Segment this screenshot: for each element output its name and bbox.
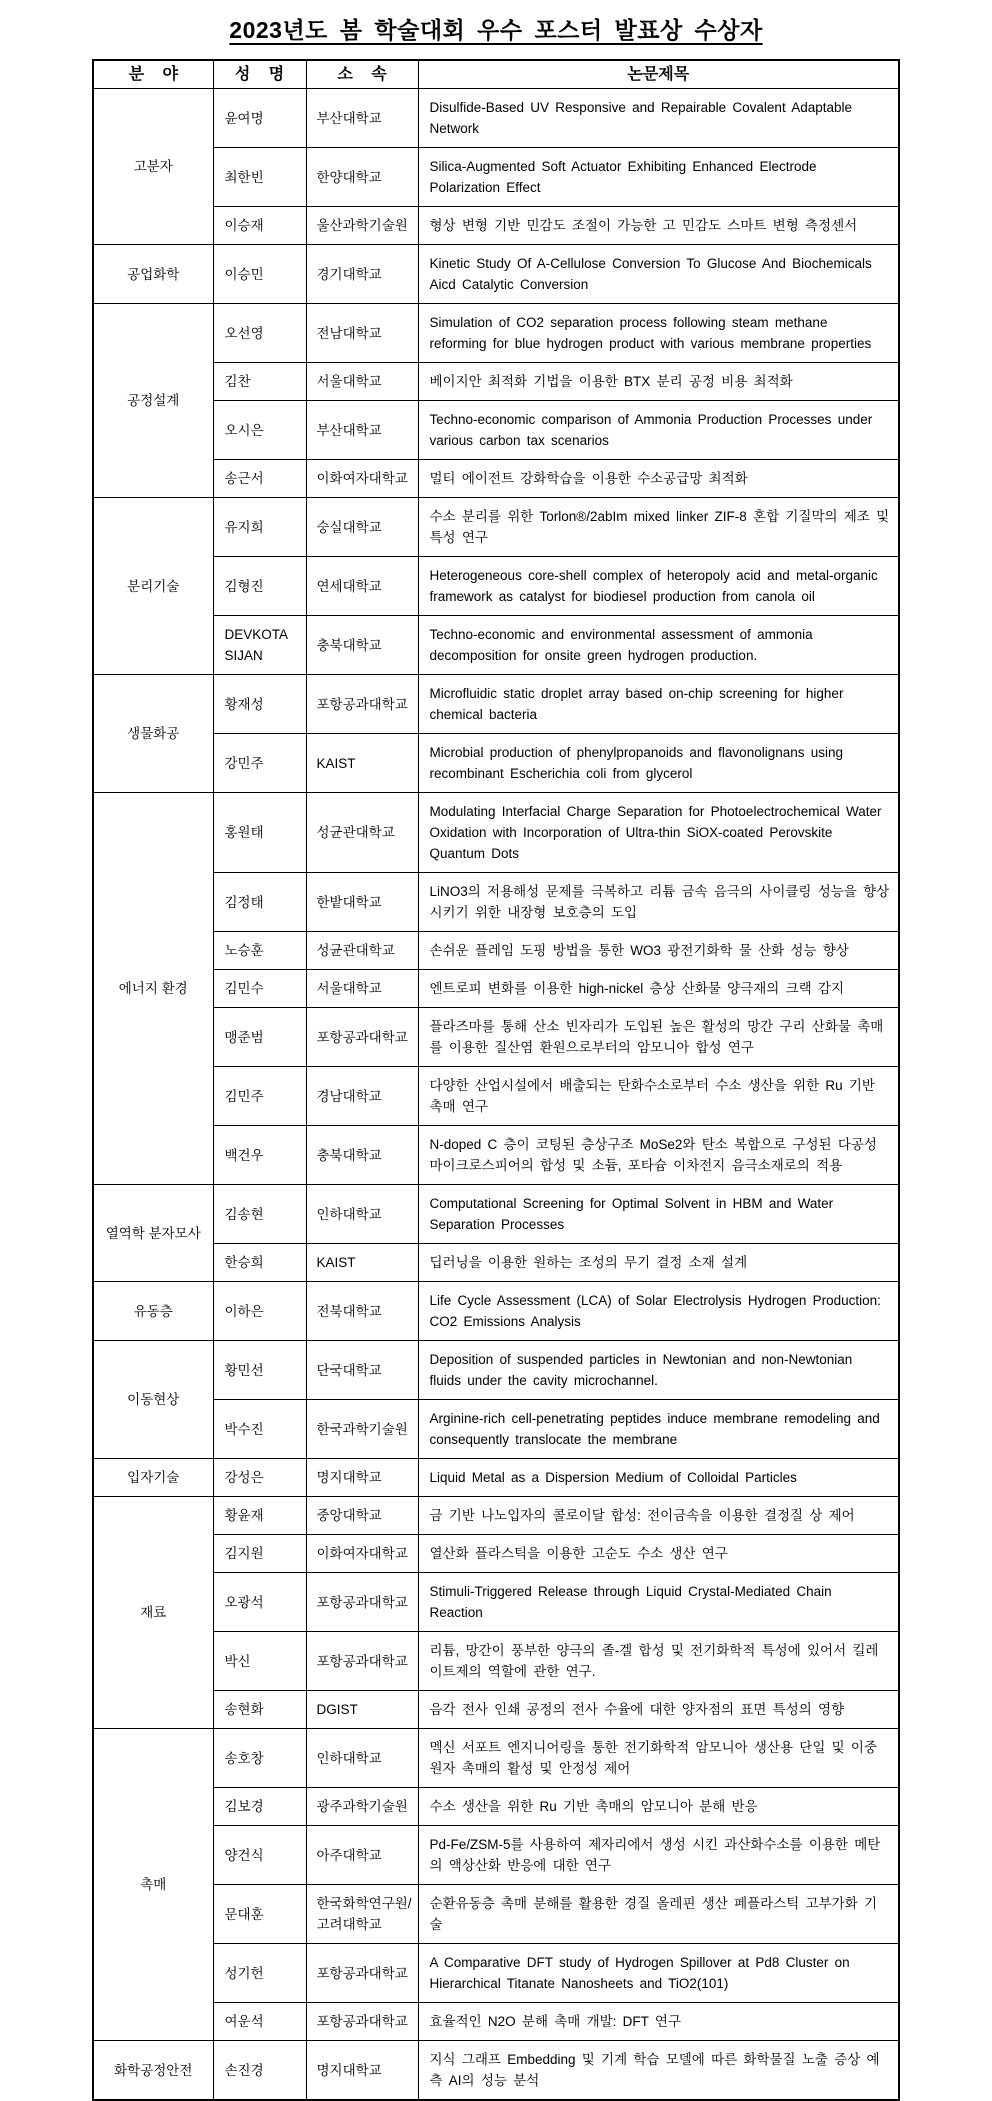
paper-title-cell: Modulating Interfacial Charge Separation for Photoelectrochemical Water Oxidation with Incorporation of Ultra-thin SiOX-coated Perovskite Quantum Dots: [418, 793, 899, 873]
name-cell: 김찬: [213, 363, 306, 401]
name-cell: 황재성: [213, 675, 306, 734]
paper-title-cell: Stimuli-Triggered Release through Liquid Crystal-Mediated Chain Reaction: [418, 1573, 899, 1632]
paper-title-cell: 플라즈마를 통해 산소 빈자리가 도입된 높은 활성의 망간 구리 산화물 촉매를 이용한 질산염 환원으로부터의 암모니아 합성 연구: [418, 1008, 899, 1067]
paper-title-cell: 효율적인 N2O 분해 촉매 개발: DFT 연구: [418, 2003, 899, 2041]
table-row: [93, 363, 899, 401]
paper-title-cell: Arginine-rich cell-penetrating peptides induce membrane remodeling and consequently translocate the membrane: [418, 1400, 899, 1459]
table-header-row: [93, 60, 899, 89]
affiliation-cell: 부산대학교: [306, 401, 418, 460]
table-row: [93, 1067, 899, 1126]
affiliation-cell: 아주대학교: [306, 1826, 418, 1885]
name-cell: 송근서: [213, 460, 306, 498]
field-cell: 촉매: [93, 1729, 213, 2041]
affiliation-cell: 포항공과대학교: [306, 1573, 418, 1632]
table-row: [93, 1244, 899, 1282]
table-row: [93, 932, 899, 970]
column-header-field: 분 야: [93, 60, 213, 89]
name-cell: 이승민: [213, 245, 306, 304]
name-cell: 양건식: [213, 1826, 306, 1885]
table-row: [93, 616, 899, 675]
name-cell: 이승재: [213, 207, 306, 245]
paper-title-cell: LiNO3의 저용해성 문제를 극복하고 리튬 금속 음극의 사이클링 성능을 향상시키기 위한 내장형 보호층의 도입: [418, 873, 899, 932]
paper-title-cell: Computational Screening for Optimal Solvent in HBM and Water Separation Processes: [418, 1185, 899, 1244]
paper-title-cell: 순환유동층 촉매 분해를 활용한 경질 올레핀 생산 페플라스틱 고부가화 기술: [418, 1885, 899, 1944]
table-row: [93, 1691, 899, 1729]
table-row: [93, 89, 899, 148]
affiliation-cell: 명지대학교: [306, 2041, 418, 2101]
name-cell: 박수진: [213, 1400, 306, 1459]
paper-title-cell: 수소 분리를 위한 Torlon®/2abIm mixed linker ZIF-8 혼합 기질막의 제조 및 특성 연구: [418, 498, 899, 557]
table-row: [93, 970, 899, 1008]
affiliation-cell: 단국대학교: [306, 1341, 418, 1400]
paper-title-cell: 베이지안 최적화 기법을 이용한 BTX 분리 공정 비용 최적화: [418, 363, 899, 401]
name-cell: 유지희: [213, 498, 306, 557]
field-cell: 열역학 분자모사: [93, 1185, 213, 1282]
affiliation-cell: 포항공과대학교: [306, 675, 418, 734]
affiliation-cell: 성균관대학교: [306, 932, 418, 970]
name-cell: 김지원: [213, 1535, 306, 1573]
affiliation-cell: 명지대학교: [306, 1459, 418, 1497]
field-cell: 분리기술: [93, 498, 213, 675]
paper-title-cell: Heterogeneous core-shell complex of heteropoly acid and metal-organic framework as catalyst for biodiesel production from canola oil: [418, 557, 899, 616]
affiliation-cell: 한국화학연구원/고려대학교: [306, 1885, 418, 1944]
affiliation-cell: 숭실대학교: [306, 498, 418, 557]
name-cell: 강민주: [213, 734, 306, 793]
name-cell: 노승훈: [213, 932, 306, 970]
affiliation-cell: KAIST: [306, 1244, 418, 1282]
name-cell: 오선영: [213, 304, 306, 363]
paper-title-cell: Simulation of CO2 separation process following steam methane reforming for blue hydrogen product with various membrane properties: [418, 304, 899, 363]
paper-title-cell: 열산화 플라스틱을 이용한 고순도 수소 생산 연구: [418, 1535, 899, 1573]
affiliation-cell: 경남대학교: [306, 1067, 418, 1126]
affiliation-cell: 중앙대학교: [306, 1497, 418, 1535]
affiliation-cell: 연세대학교: [306, 557, 418, 616]
affiliation-cell: 이화여자대학교: [306, 1535, 418, 1573]
column-header-paper-title: 논문제목: [418, 60, 899, 89]
name-cell: 김보경: [213, 1788, 306, 1826]
paper-title-cell: 지식 그래프 Embedding 및 기계 학습 모델에 따른 화학물질 노출 증상 예측 AI의 성능 분석: [418, 2041, 899, 2101]
affiliation-cell: 한밭대학교: [306, 873, 418, 932]
affiliation-cell: 포항공과대학교: [306, 1632, 418, 1691]
paper-title-cell: 음각 전사 인쇄 공정의 전사 수율에 대한 양자점의 표면 특성의 영향: [418, 1691, 899, 1729]
paper-title-cell: Liquid Metal as a Dispersion Medium of Colloidal Particles: [418, 1459, 899, 1497]
table-row: [93, 1535, 899, 1573]
table-row: [93, 1126, 899, 1185]
name-cell: 김송현: [213, 1185, 306, 1244]
table-row: [93, 207, 899, 245]
name-cell: 손진경: [213, 2041, 306, 2101]
paper-title-cell: 엔트로피 변화를 이용한 high-nickel 층상 산화물 양극재의 크랙 감지: [418, 970, 899, 1008]
field-cell: 입자기술: [93, 1459, 213, 1497]
affiliation-cell: DGIST: [306, 1691, 418, 1729]
paper-title-cell: Silica-Augmented Soft Actuator Exhibiting Enhanced Electrode Polarization Effect: [418, 148, 899, 207]
affiliation-cell: 부산대학교: [306, 89, 418, 148]
table-row: [93, 793, 899, 873]
paper-title-cell: Kinetic Study Of A-Cellulose Conversion To Glucose And Biochemicals Aicd Catalytic Conversion: [418, 245, 899, 304]
page-title: 2023년도 봄 학술대회 우수 포스터 발표상 수상자: [229, 17, 763, 43]
paper-title-cell: 멕신 서포트 엔지니어링을 통한 전기화학적 암모니아 생산용 단일 및 이중 원자 촉매의 활성 및 안정성 제어: [418, 1729, 899, 1788]
name-cell: 성기헌: [213, 1944, 306, 2003]
affiliation-cell: 충북대학교: [306, 616, 418, 675]
table-row: [93, 1497, 899, 1535]
field-cell: 공정설계: [93, 304, 213, 498]
table-row: [93, 557, 899, 616]
table-row: [93, 148, 899, 207]
paper-title-cell: Deposition of suspended particles in Newtonian and non-Newtonian fluids under the cavity microchannel.: [418, 1341, 899, 1400]
name-cell: 한승희: [213, 1244, 306, 1282]
affiliation-cell: 한양대학교: [306, 148, 418, 207]
table-row: [93, 1632, 899, 1691]
table-row: [93, 1008, 899, 1067]
table-row: [93, 401, 899, 460]
paper-title-cell: 수소 생산을 위한 Ru 기반 촉매의 암모니아 분해 반응: [418, 1788, 899, 1826]
field-cell: 공업화학: [93, 245, 213, 304]
name-cell: 김민주: [213, 1067, 306, 1126]
paper-title-cell: Microbial production of phenylpropanoids and flavonolignans using recombinant Escherichia coli from glycerol: [418, 734, 899, 793]
affiliation-cell: 전남대학교: [306, 304, 418, 363]
table-row: [93, 1400, 899, 1459]
affiliation-cell: 경기대학교: [306, 245, 418, 304]
name-cell: 맹준범: [213, 1008, 306, 1067]
table-row: [93, 1573, 899, 1632]
field-cell: 고분자: [93, 89, 213, 245]
table-row: [93, 2041, 899, 2101]
name-cell: 윤여명: [213, 89, 306, 148]
name-cell: 최한빈: [213, 148, 306, 207]
affiliation-cell: 울산과학기술원: [306, 207, 418, 245]
affiliation-cell: 서울대학교: [306, 363, 418, 401]
name-cell: 문대훈: [213, 1885, 306, 1944]
name-cell: 강성은: [213, 1459, 306, 1497]
table-row: [93, 304, 899, 363]
name-cell: 김정태: [213, 873, 306, 932]
awards-table: [92, 59, 900, 2101]
paper-title-cell: 리튬, 망간이 풍부한 양극의 졸-겔 합성 및 전기화학적 특성에 있어서 킬레이트제의 역할에 관한 연구.: [418, 1632, 899, 1691]
table-row: [93, 245, 899, 304]
field-cell: 생물화공: [93, 675, 213, 793]
name-cell: 오시은: [213, 401, 306, 460]
name-cell: 오광석: [213, 1573, 306, 1632]
field-cell: 화학공정안전: [93, 2041, 213, 2101]
affiliation-cell: 포항공과대학교: [306, 1944, 418, 2003]
table-row: [93, 1788, 899, 1826]
affiliation-cell: 한국과학기술원: [306, 1400, 418, 1459]
name-cell: 이하은: [213, 1282, 306, 1341]
field-cell: 이동현상: [93, 1341, 213, 1459]
column-header-affiliation: 소 속: [306, 60, 418, 89]
affiliation-cell: 서울대학교: [306, 970, 418, 1008]
paper-title-cell: Pd-Fe/ZSM-5를 사용하여 제자리에서 생성 시킨 과산화수소를 이용한 메탄의 액상산화 반응에 대한 연구: [418, 1826, 899, 1885]
affiliation-cell: 광주과학기술원: [306, 1788, 418, 1826]
table-row: [93, 734, 899, 793]
name-cell: DEVKOTA SIJAN: [213, 616, 306, 675]
awards-table-body: [93, 89, 899, 2101]
affiliation-cell: KAIST: [306, 734, 418, 793]
name-cell: 박신: [213, 1632, 306, 1691]
affiliation-cell: 인하대학교: [306, 1185, 418, 1244]
paper-title-cell: Life Cycle Assessment (LCA) of Solar Electrolysis Hydrogen Production: CO2 Emissions Analysis: [418, 1282, 899, 1341]
field-cell: 재료: [93, 1497, 213, 1729]
paper-title-cell: Disulfide-Based UV Responsive and Repairable Covalent Adaptable Network: [418, 89, 899, 148]
paper-title-cell: 멀티 에이전트 강화학습을 이용한 수소공급망 최적화: [418, 460, 899, 498]
table-row: [93, 460, 899, 498]
paper-title-cell: 금 기반 나노입자의 콜로이달 합성: 전이금속을 이용한 결정질 상 제어: [418, 1497, 899, 1535]
affiliation-cell: 충북대학교: [306, 1126, 418, 1185]
affiliation-cell: 전북대학교: [306, 1282, 418, 1341]
paper-title-cell: 형상 변형 기반 민감도 조절이 가능한 고 민감도 스마트 변형 측정센서: [418, 207, 899, 245]
table-row: [93, 675, 899, 734]
table-row: [93, 498, 899, 557]
paper-title-cell: 다양한 산업시설에서 배출되는 탄화수소로부터 수소 생산을 위한 Ru 기반 촉매 연구: [418, 1067, 899, 1126]
table-row: [93, 2003, 899, 2041]
field-cell: 에너지 환경: [93, 793, 213, 1185]
affiliation-cell: 포항공과대학교: [306, 1008, 418, 1067]
table-row: [93, 873, 899, 932]
field-cell: 유동층: [93, 1282, 213, 1341]
affiliation-cell: 인하대학교: [306, 1729, 418, 1788]
paper-title-cell: A Comparative DFT study of Hydrogen Spillover at Pd8 Cluster on Hierarchical Titanate Nanosheets and TiO2(101): [418, 1944, 899, 2003]
table-row: [93, 1341, 899, 1400]
table-row: [93, 1885, 899, 1944]
name-cell: 여운석: [213, 2003, 306, 2041]
affiliation-cell: 이화여자대학교: [306, 460, 418, 498]
name-cell: 황민선: [213, 1341, 306, 1400]
name-cell: 송현화: [213, 1691, 306, 1729]
table-row: [93, 1459, 899, 1497]
table-row: [93, 1282, 899, 1341]
table-row: [93, 1944, 899, 2003]
affiliation-cell: 성균관대학교: [306, 793, 418, 873]
table-row: [93, 1729, 899, 1788]
name-cell: 홍원태: [213, 793, 306, 873]
paper-title-cell: Techno-economic and environmental assessment of ammonia decomposition for onsite green hydrogen production.: [418, 616, 899, 675]
paper-title-cell: 딥러닝을 이용한 원하는 조성의 무기 결정 소재 설계: [418, 1244, 899, 1282]
paper-title-cell: Techno-economic comparison of Ammonia Production Processes under various carbon tax scenarios: [418, 401, 899, 460]
column-header-name: 성 명: [213, 60, 306, 89]
name-cell: 김민수: [213, 970, 306, 1008]
paper-title-cell: N-doped C 층이 코팅된 층상구조 MoSe2와 탄소 복합으로 구성된 다공성 마이크로스피어의 합성 및 소듐, 포타슘 이차전지 음극소재로의 적용: [418, 1126, 899, 1185]
table-row: [93, 1826, 899, 1885]
name-cell: 송호창: [213, 1729, 306, 1788]
paper-title-cell: Microfluidic static droplet array based on-chip screening for higher chemical bacteria: [418, 675, 899, 734]
affiliation-cell: 포항공과대학교: [306, 2003, 418, 2041]
name-cell: 백건우: [213, 1126, 306, 1185]
paper-title-cell: 손쉬운 플레임 도핑 방법을 통한 WO3 광전기화학 물 산화 성능 향상: [418, 932, 899, 970]
name-cell: 김형진: [213, 557, 306, 616]
name-cell: 황윤재: [213, 1497, 306, 1535]
table-row: [93, 1185, 899, 1244]
